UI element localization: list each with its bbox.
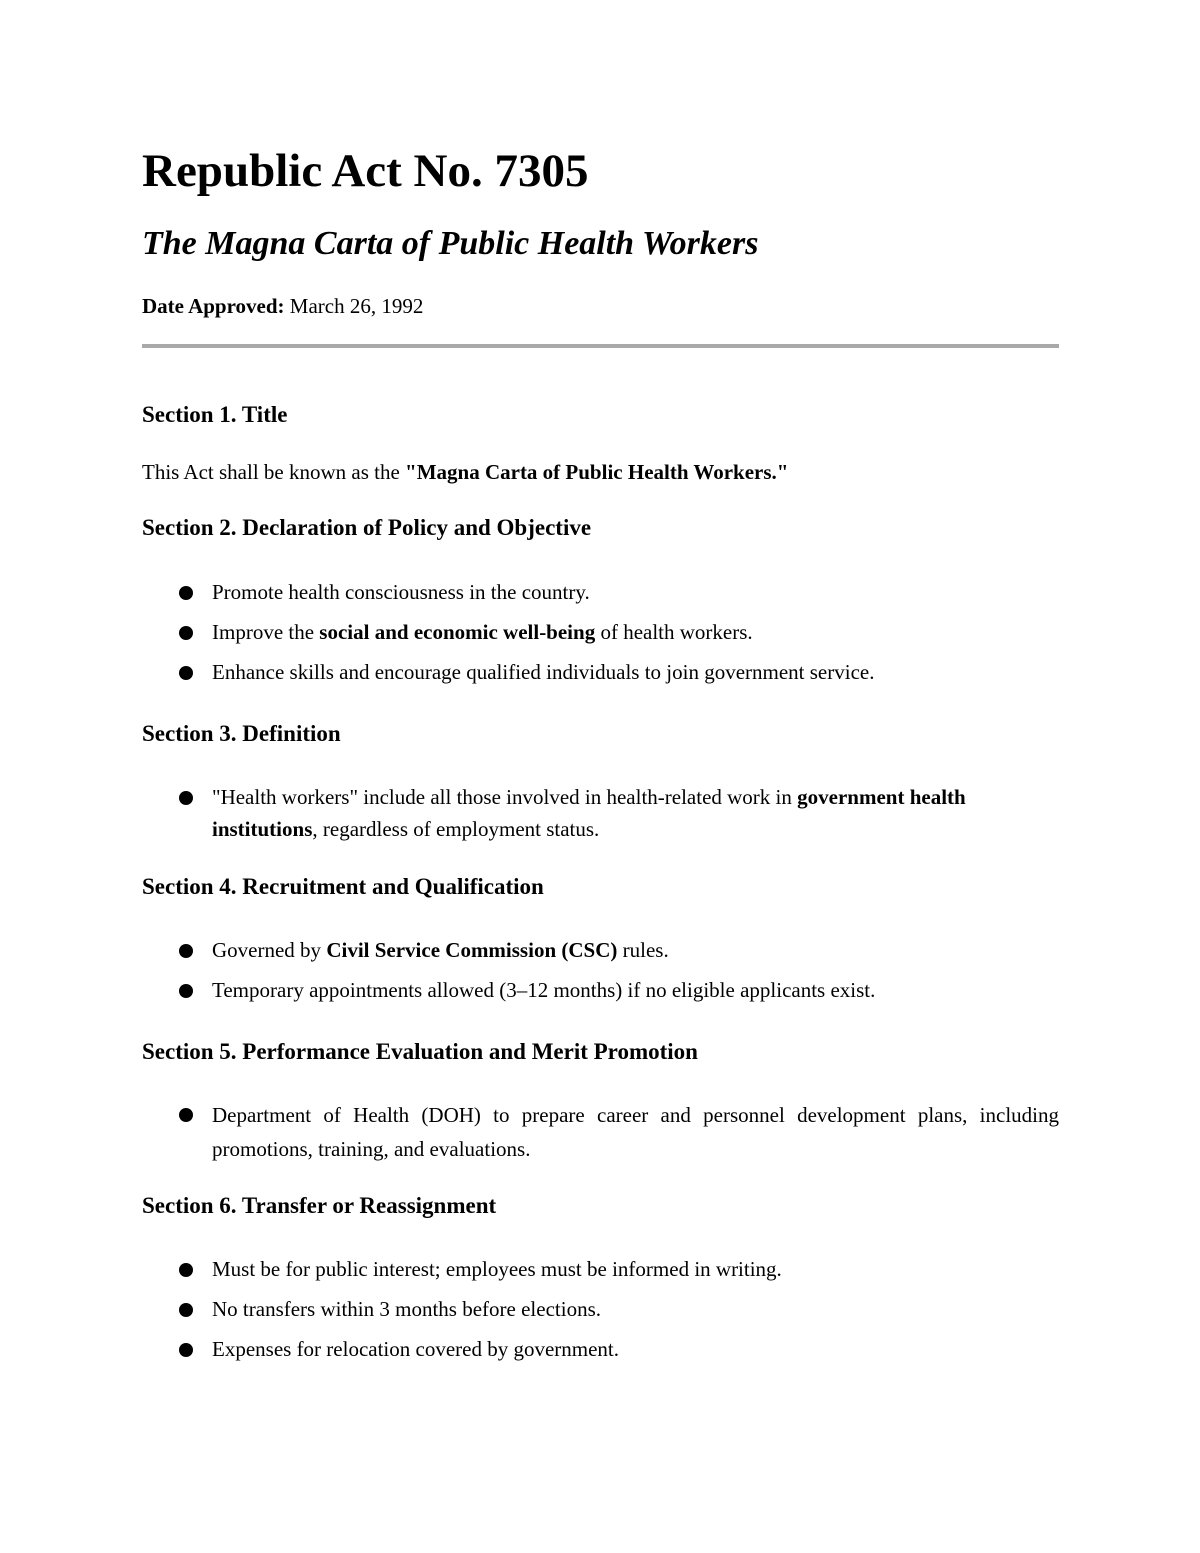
horizontal-divider bbox=[142, 344, 1059, 348]
list-item-bold-text: government health institutions bbox=[212, 785, 966, 841]
section-3-heading: Section 3. Definition bbox=[142, 721, 341, 746]
list-item-text: of health workers. bbox=[595, 620, 753, 644]
section-4-list bbox=[142, 934, 1059, 1014]
bullet-icon bbox=[179, 1108, 193, 1122]
list-item-text: , regardless of employment status. bbox=[312, 817, 600, 841]
list-item bbox=[142, 1333, 1059, 1365]
list-item bbox=[142, 1098, 1059, 1166]
document-title: Republic Act No. 7305 bbox=[142, 145, 589, 197]
date-approved-label: Date Approved: bbox=[142, 294, 285, 318]
bullet-icon bbox=[179, 944, 193, 958]
section-1-text: This Act shall be known as the bbox=[142, 460, 406, 484]
list-item-text: Must be for public interest; employees must be informed in writing. bbox=[212, 1257, 782, 1281]
bullet-icon bbox=[179, 1263, 193, 1277]
list-item-text: Temporary appointments allowed (3–12 months) if no eligible applicants exist. bbox=[212, 978, 876, 1002]
section-6-list bbox=[142, 1253, 1059, 1373]
list-item-text: Expenses for relocation covered by government. bbox=[212, 1337, 620, 1361]
bullet-icon bbox=[179, 1303, 193, 1317]
bullet-icon bbox=[179, 666, 193, 680]
list-item bbox=[142, 616, 1059, 648]
section-6-heading: Section 6. Transfer or Reassignment bbox=[142, 1193, 497, 1218]
list-item bbox=[142, 781, 1059, 845]
bullet-icon bbox=[179, 1343, 193, 1357]
bullet-icon bbox=[179, 791, 193, 805]
list-item-text: Governed by bbox=[212, 938, 327, 962]
bullet-icon bbox=[179, 984, 193, 998]
section-1-heading: Section 1. Title bbox=[142, 402, 288, 427]
date-approved-value: March 26, 1992 bbox=[284, 294, 424, 318]
section-1-paragraph bbox=[142, 456, 788, 488]
date-approved bbox=[142, 291, 423, 321]
document-subtitle: The Magna Carta of Public Health Workers bbox=[142, 225, 759, 262]
list-item bbox=[142, 1253, 1059, 1285]
list-item-text: "Health workers" include all those involved in health-related work in bbox=[212, 785, 798, 809]
list-item-text: Promote health consciousness in the country. bbox=[212, 580, 590, 604]
list-item bbox=[142, 1293, 1059, 1325]
list-item-bold-text: social and economic well-being bbox=[319, 620, 596, 644]
list-item-text: rules. bbox=[617, 938, 669, 962]
list-item bbox=[142, 656, 1059, 688]
list-item-text: No transfers within 3 months before elections. bbox=[212, 1297, 601, 1321]
section-5-list bbox=[142, 1098, 1059, 1174]
section-2-list bbox=[142, 576, 1059, 696]
list-item bbox=[142, 934, 1059, 966]
list-item-text: Department of Health (DOH) to prepare career and personnel development plans, including promotions, training, and evaluations. bbox=[212, 1103, 1059, 1161]
list-item bbox=[142, 576, 1059, 608]
section-1-bold-text: "Magna Carta of Public Health Workers." bbox=[405, 460, 789, 484]
list-item bbox=[142, 974, 1059, 1006]
section-2-heading: Section 2. Declaration of Policy and Objective bbox=[142, 515, 592, 540]
section-3-list bbox=[142, 781, 1059, 853]
list-item-text: Enhance skills and encourage qualified individuals to join government service. bbox=[212, 660, 875, 684]
list-item-text: Improve the bbox=[212, 620, 320, 644]
bullet-icon bbox=[179, 586, 193, 600]
section-4-heading: Section 4. Recruitment and Qualification bbox=[142, 874, 544, 899]
section-5-heading: Section 5. Performance Evaluation and Merit Promotion bbox=[142, 1039, 698, 1064]
list-item-bold-text: Civil Service Commission (CSC) bbox=[326, 938, 618, 962]
bullet-icon bbox=[179, 626, 193, 640]
